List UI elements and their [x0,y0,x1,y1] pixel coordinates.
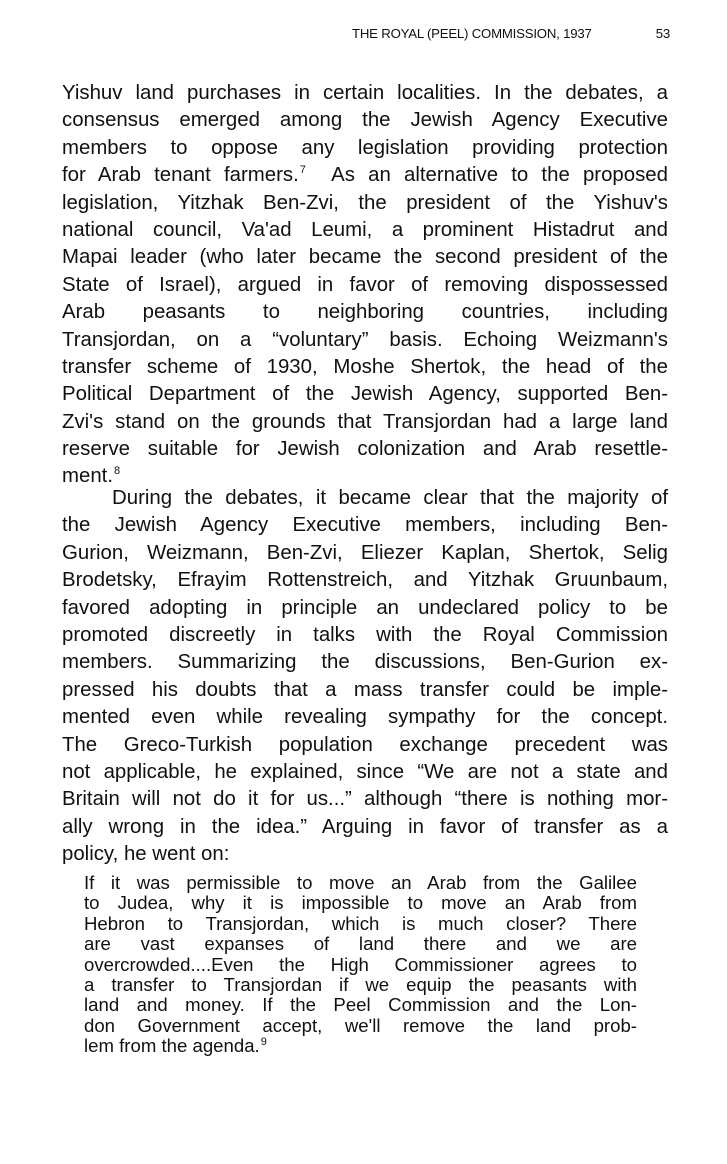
text-line: ally wrong in the idea.” Arguing in favor of transfer as a [62,815,668,838]
text-line: The Greco-Turkish population exchange precedent was [62,733,668,756]
text-line: pressed his doubts that a mass transfer could be imple- [62,678,668,701]
text-line: the Jewish Agency Executive members, including Ben- [62,514,668,537]
quote-line [84,1036,637,1056]
paragraph-1 [62,80,668,491]
text-line: mented even while revealing sympathy for the concept. [62,706,668,729]
text-line: reserve suitable for Jewish colonization and Arab resettle- [62,438,668,461]
text-line: policy, he went on: [62,843,230,866]
text-line: not applicable, he explained, since “We are not a state and [62,760,668,783]
text-line: national council, Va'ad Leumi, a prominent Histadrut and [62,218,668,241]
text-line: Brodetsky, Efrayim Rottenstreich, and Yitzhak Gruunbaum, [62,569,668,592]
text-segment: for Arab tenant farmers. [62,164,299,187]
text-line: Zvi's stand on the grounds that Transjordan had a large land [62,410,668,433]
paragraph-2 [62,485,668,868]
quote-line: are vast expanses of land there and we are [84,933,637,955]
quote-line: don Government accept, we'll remove the land prob- [84,1014,637,1036]
text-line: favored adopting in principle an undeclared policy to be [62,596,668,619]
footnote-marker-9[interactable]: 9 [260,1036,267,1049]
text-line: Political Department of the Jewish Agency, supported Ben- [62,383,668,406]
text-line: promoted discreetly in talks with the Royal Commission [62,623,668,646]
quote-line: Hebron to Transjordan, which is much closer? There [84,912,637,934]
text-line [62,162,668,189]
text-line: Arab peasants to neighboring countries, including [62,301,668,324]
text-line: transfer scheme of 1930, Moshe Shertok, the head of the [62,355,668,378]
running-head [352,26,670,46]
text-line: members. Summarizing the discussions, Ben-Gurion ex- [62,651,668,674]
quote-line: to Judea, why it is impossible to move an Arab from [84,892,637,914]
quote-line: If it was permissible to move an Arab from the Galilee [84,872,637,893]
text-line: legislation, Yitzhak Ben-Zvi, the president of the Yishuv's [62,191,668,214]
text-line: Mapai leader (who later became the second president of the [62,246,668,269]
text-line: Yishuv land purchases in certain localities. In the debates, a [62,82,668,104]
block-quote [84,873,637,1057]
running-title: THE ROYAL (PEEL) COMMISSION, 1937 [352,26,592,41]
text-segment: ment. [62,465,113,488]
quote-line: overcrowded....Even the High Commissioner agrees to [84,953,637,975]
text-segment: lem from the agenda. [84,1035,260,1057]
text-line: During the debates, it became clear that the majority of [112,487,668,509]
text-line: Transjordan, on a “voluntary” basis. Echoing Weizmann's [62,328,668,351]
text-line: consensus emerged among the Jewish Agency Executive [62,109,668,132]
text-line: Gurion, Weizmann, Ben-Zvi, Eliezer Kaplan, Shertok, Selig [62,541,668,564]
footnote-marker-8[interactable]: 8 [114,465,121,478]
text-line: State of Israel), argued in favor of removing dispossessed [62,273,668,296]
text-segment: As an alternative to the proposed [331,164,668,187]
quote-line: a transfer to Transjordan if we equip the peasants with [84,973,637,995]
page-number: 53 [655,26,670,41]
footnote-marker-7[interactable]: 7 [299,164,306,177]
text-line: members to oppose any legislation providing protection [62,136,668,159]
text-line: Britain will not do it for us...” although “there is nothing mor- [62,788,668,811]
quote-line: land and money. If the Peel Commission and the Lon- [84,994,637,1016]
